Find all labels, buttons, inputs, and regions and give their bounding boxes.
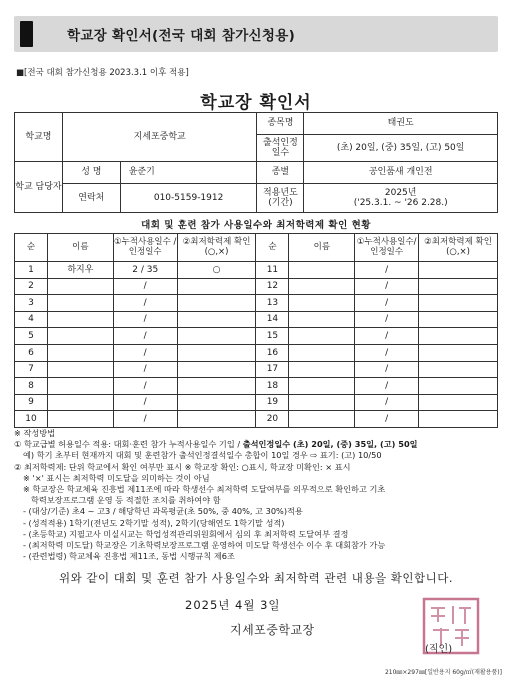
row-academic-mark [419,311,498,328]
row-academic-mark: ○ [177,262,256,279]
row-number: 4 [15,311,48,328]
row-academic-mark [419,344,498,361]
row-days: / [113,328,177,345]
row-name [289,361,355,378]
note-emphasis: 출석인정일수 (초) 20일, (중) 35일, (고) 50일 [242,439,418,450]
row-name [47,344,113,361]
scope-note: ■[전국 대회 참가신청용 2023.3.1 이후 적용] [16,68,189,78]
note-line: - (대상/기준) 초4 ~ 고3 / 해당학년 과목평균(초 50%, 중 40%, 고 30%)적용 [23,506,303,517]
row-academic-mark [177,328,256,345]
row-days: / [355,328,419,345]
row-number: 13 [256,295,289,312]
row-number: 2 [15,278,48,295]
header-banner [14,16,498,52]
document-title: 학교장 확인서 [200,93,312,113]
school-name: 지세포중학교 [62,113,257,162]
confirm-statement: 위와 같이 대회 및 훈련 참가 사용일수와 최저학력 관련 내용을 확인합니다. [59,571,453,585]
row-academic-mark [177,394,256,411]
note-line: - (성적적용) 1학기(전년도 2학기말 성적), 2학기(당해연도 1학기말 성적) [23,517,285,528]
year-cell [304,184,498,213]
row-name: 하지우 [47,262,113,279]
row-days: / [355,361,419,378]
row-name [289,344,355,361]
row-name [289,295,355,312]
notes-section [14,428,504,562]
person-name: 윤준기 [120,162,257,184]
note-line: - (관련법령) 학교체육 진흥법 제11조, 동법 시행규칙 제6조 [23,551,235,562]
contact-label: 연락처 [62,184,120,213]
row-days: / [355,295,419,312]
row-days: / [113,378,177,395]
row-days: 2 / 35 [113,262,177,279]
row-days: / [355,344,419,361]
header-days: ①누적사용일수 /인정일수 [113,234,177,262]
row-name [289,394,355,411]
table-row [15,311,498,328]
row-number: 14 [256,311,289,328]
header-days-2: ①누적사용일수/ 인정일수 [355,234,419,262]
table-row [15,394,498,411]
banner-marker [20,21,33,47]
row-academic-mark [419,295,498,312]
row-number: 6 [15,344,48,361]
row-days: / [113,361,177,378]
row-days: / [355,378,419,395]
header-academic: ②최저학력제 확인(○,×) [177,234,256,262]
row-name [289,278,355,295]
row-number: 5 [15,328,48,345]
row-number: 7 [15,361,48,378]
row-number: 20 [256,411,289,428]
row-days: / [113,311,177,328]
paper-spec: 210㎜×297㎜[일반용지 60g/㎡(재활용품)] [384,669,502,676]
row-days: / [113,295,177,312]
note-line: - (초등학교) 지필고사 미실시교는 학업성적관리위원회에서 심의 후 최저학력 도달여부 결정 [23,528,349,539]
row-academic-mark [419,278,498,295]
table-row [15,262,498,279]
row-academic-mark [419,262,498,279]
row-number: 3 [15,295,48,312]
attendance-value: (초) 20일, (중) 35일, (고) 50일 [304,135,498,162]
row-academic-mark [177,361,256,378]
contact-value: 010-5159-1912 [120,184,257,213]
row-days: / [355,278,419,295]
row-name [47,311,113,328]
row-academic-mark [177,344,256,361]
event-value: 태권도 [304,113,498,135]
notes-heading: ※ 작성방법 [14,428,56,438]
row-name [47,295,113,312]
note-text: ① 학교급별 허용일수 적용: 대회·훈련 참가 누적사용일수 기입 / [14,439,243,450]
row-academic-mark [177,311,256,328]
row-number: 15 [256,328,289,345]
header-no-2: 순 [256,234,289,262]
row-academic-mark [419,378,498,395]
row-days: / [355,394,419,411]
row-number: 17 [256,361,289,378]
row-name [47,394,113,411]
category-value: 공인품새 개인전 [304,162,498,184]
note-line: 학력보장프로그램 운영 등 적절한 조치를 취하여야 함 [31,495,221,506]
table-row [15,344,498,361]
header-name: 이름 [47,234,113,262]
row-academic-mark [419,328,498,345]
row-number: 10 [15,411,48,428]
table-row [15,411,498,428]
event-label: 종목명 [257,113,304,135]
row-number: 16 [256,344,289,361]
year-period: ('25.3.1. ~ '26 2.28.) [353,198,448,208]
row-academic-mark [177,278,256,295]
header-academic-2: ②최저학력제 확인(○,×) [419,234,498,262]
row-name [47,328,113,345]
row-number: 11 [256,262,289,279]
signer-name: 지세포중학교장 [230,623,315,637]
year-label: 적용년도 (기간) [257,184,304,213]
year-value: 2025년 [384,187,417,198]
row-academic-mark [177,295,256,312]
note-line: 예) 학기 초부터 현재까지 대회 및 훈련참가 출석인정결석일수 총합이 10일 경우 ⇨ 표기: (고) 10/50 [23,450,382,461]
row-number: 1 [15,262,48,279]
row-name [289,411,355,428]
row-academic-mark [177,378,256,395]
row-number: 9 [15,394,48,411]
row-name [289,378,355,395]
row-name [47,278,113,295]
banner-title: 학교장 확인서(전국 대회 참가신청용) [67,28,296,44]
attendance-label: 출석인정 일수 [257,135,304,162]
row-academic-mark [419,411,498,428]
note-line: ※ '×' 표시는 최저학력 미도달을 의미하는 것이 아님 [23,472,210,483]
row-name [47,378,113,395]
table-header-row [15,234,498,262]
row-days: / [355,262,419,279]
note-line: - (최저학력 미도달) 학교장은 기초학력보장프로그램 운영하여 미도달 학생선수 이수 후 대회참가 가능 [23,540,386,551]
row-name [289,311,355,328]
row-name [289,262,355,279]
note-line: ※ 학교장은 학교체육 진흥법 제11조에 따라 학생선수 최저학력 도달여부를 의무적으로 확인하고 기초 [23,484,386,495]
table-row [15,328,498,345]
info-table [14,112,498,213]
row-days: / [355,311,419,328]
row-name [47,361,113,378]
row-days: / [113,394,177,411]
table-row [15,378,498,395]
table-row [15,361,498,378]
row-name [289,328,355,345]
table-row [15,295,498,312]
row-name [47,411,113,428]
table-row [15,278,498,295]
status-table [14,233,498,428]
row-number: 19 [256,394,289,411]
row-days: / [355,411,419,428]
row-days: / [113,344,177,361]
row-number: 18 [256,378,289,395]
name-label: 성 명 [62,162,120,184]
row-academic-mark [419,394,498,411]
confirm-date: 2025년 4월 3일 [185,598,281,612]
row-number: 8 [15,378,48,395]
note-line: ② 최저학력제: 단위 학교에서 확인 여부만 표시 ※ 학교장 확인: ○표시, 학교장 미확인: × 표시 [14,461,351,472]
header-no: 순 [15,234,48,262]
category-label: 종별 [257,162,304,184]
header-name-2: 이름 [289,234,355,262]
note-line [14,439,504,450]
school-label: 학교명 [15,113,63,162]
row-academic-mark [419,361,498,378]
row-days: / [113,411,177,428]
row-number: 12 [256,278,289,295]
seal-label: (직인) [425,644,453,655]
row-academic-mark [177,411,256,428]
person-label: 학교 담당자 [15,162,63,213]
row-days: / [113,278,177,295]
status-title: 대회 및 훈련 참가 사용일수와 최저학력제 확인 현황 [141,220,371,231]
